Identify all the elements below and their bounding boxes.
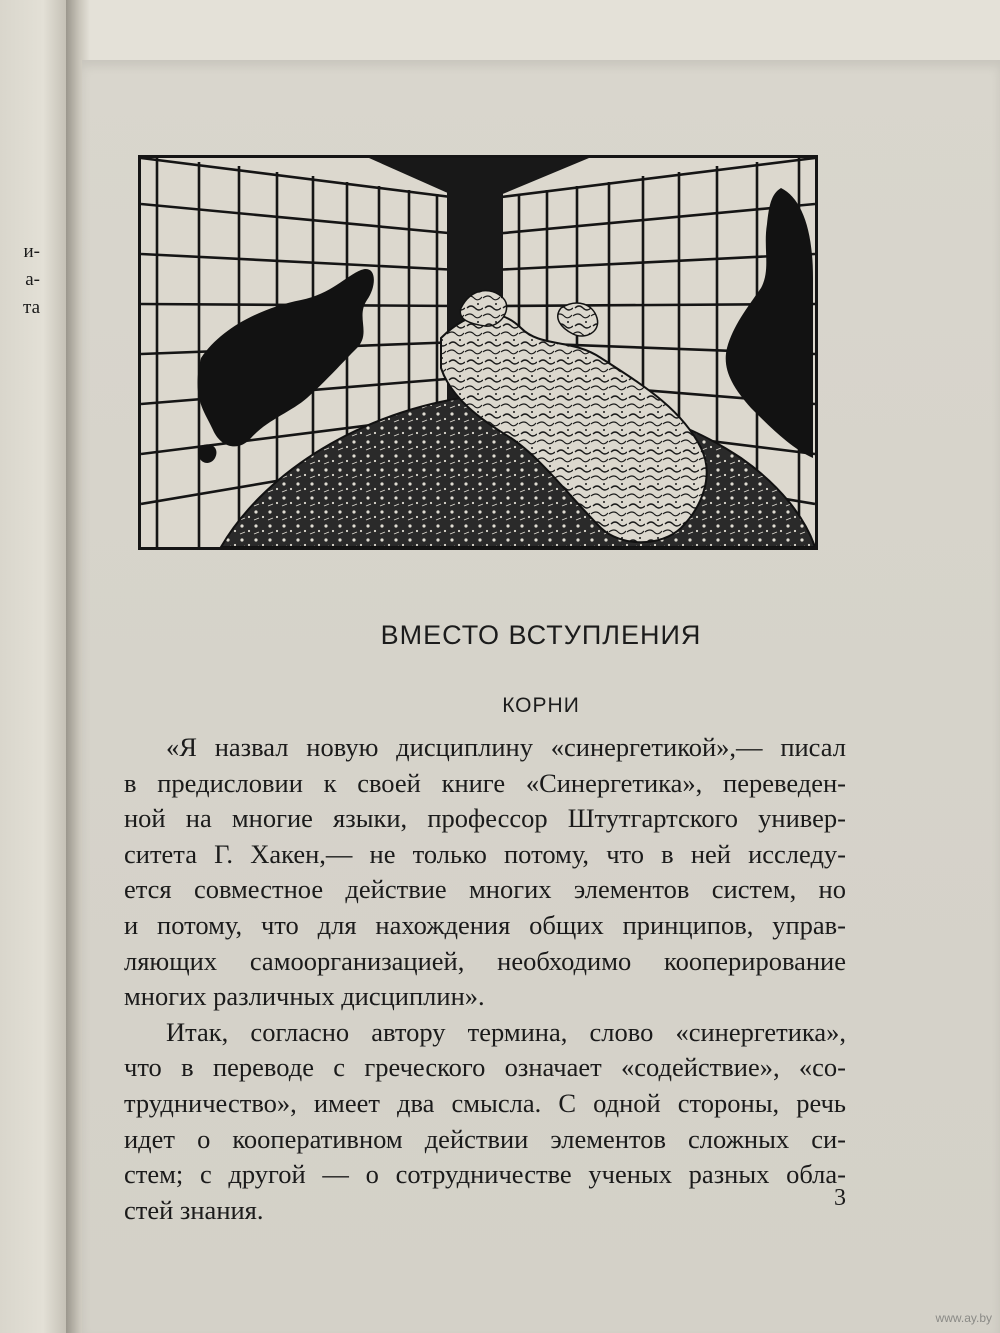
text-line: Итак, согласно автору термина, слово «синергетика», <box>166 1016 846 1047</box>
text-line: ситета Г. Хакен,— не только потому, что в ней исследу- <box>124 838 846 869</box>
text-line: ется совместное действие многих элементов систем, но <box>124 874 846 905</box>
book-page <box>82 60 1000 1333</box>
text-line: стем; с другой — о сотрудничестве ученых разных обла- <box>124 1159 846 1190</box>
grid-room-globe-illustration-icon <box>138 155 818 550</box>
left-page-fragment: та <box>23 297 40 318</box>
text-line: стей знания. <box>124 1194 264 1225</box>
text-line: «Я назвал новую дисциплину «синергетикой»,— писал <box>166 732 846 762</box>
text-line: многих различных дисциплин». <box>124 981 485 1012</box>
text-line: идет о кооперативном действии элементов сложных си- <box>124 1123 846 1154</box>
text-line: ной на многие языки, профессор Штутгартского универ- <box>124 803 846 834</box>
left-page-fragment: а- <box>25 269 40 290</box>
left-page-edge <box>0 0 72 1333</box>
chapter-title: ВМЕСТО ВСТУПЛЕНИЯ <box>380 620 702 650</box>
watermark: www.ay.by <box>935 1311 992 1325</box>
body-text <box>124 730 846 1228</box>
text-line: что в переводе с греческого означает «содействие», «со- <box>124 1052 846 1083</box>
left-page-fragment: и- <box>23 241 40 262</box>
text-line: в предисловии к своей книге «Синергетика», переведен- <box>124 767 846 798</box>
page-number: 3 <box>834 1185 846 1211</box>
text-line: ляющих самоорганизацией, необходимо кооперирование <box>124 945 846 976</box>
text-line: и потому, что для нахождения общих принципов, управ- <box>124 909 846 940</box>
section-subtitle: КОРНИ <box>502 694 580 717</box>
text-line: трудничество», имеет два смысла. С одной стороны, речь <box>124 1087 846 1118</box>
